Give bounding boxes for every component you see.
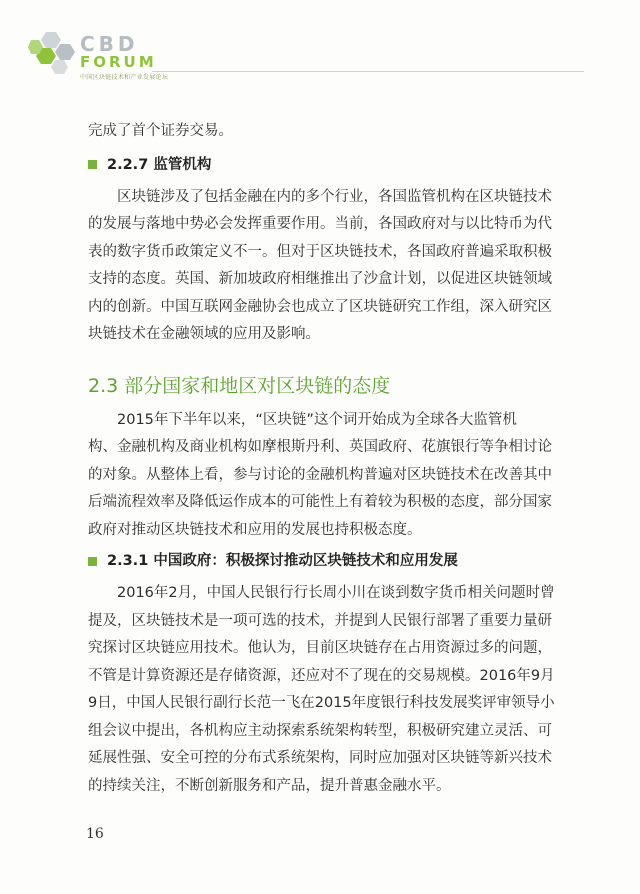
logo-wordmark	[80, 34, 168, 81]
green-square-bullet-icon	[88, 557, 97, 566]
section-heading-2-3-1	[88, 550, 588, 572]
section-heading-text: 2.3.1 中国政府：积极探讨推动区块链技术和应用发展	[107, 553, 458, 569]
paragraph-line: 区块链涉及了包括金融在内的多个行业，各国监管机构在区块链技术	[117, 188, 552, 205]
paragraph-line: 的持续关注，不断创新服务和产品，提升普惠金融水平。	[88, 777, 451, 794]
paragraph-line: 延展性强、安全可控的分布式系统架构，同时应加强对区块链等新兴技术	[88, 750, 552, 766]
paragraph-line: 政府对推动区块链技术和应用的发展也持积极态度。	[88, 521, 422, 538]
hexagon-logo-icon	[28, 30, 78, 76]
intro-line: 完成了首个证券交易。	[88, 123, 233, 139]
paragraph-line: 2015年下半年以来，“区块链”这个词开始成为全球各大监管机	[117, 411, 517, 428]
section-heading-text: 2.2.7 监管机构	[107, 156, 212, 173]
paragraph-line: 内的创新。中国互联网金融协会也成立了区块链研究工作组，深入研究区	[88, 298, 552, 315]
page-content	[88, 118, 588, 800]
paragraph-line: 的发展与落地中势必会发挥重要作用。当前，各国政府对与以比特币为代	[88, 216, 552, 232]
paragraph-line: 不管是计算资源还是存储资源，还应对不了现在的交易规模。2016年9月	[88, 667, 555, 684]
header-divider	[152, 71, 584, 72]
paragraph-2-3-1	[88, 580, 588, 800]
paragraph-line: 组会议中提出，各机构应主动探索系统架构转型，积极研究建立灵活、可	[88, 722, 552, 739]
logo-forum-text: FORUM	[80, 53, 157, 71]
paragraph-line: 块链技术在金融领域的应用及影响。	[88, 326, 320, 342]
paragraph-2-3	[88, 407, 588, 545]
section-heading-2-3: 2.3 部分国家和地区对区块链的态度	[88, 374, 391, 397]
paragraph-line: 构、金融机构及商业机构如摩根斯丹利、英国政府、花旗银行等争相讨论	[88, 439, 552, 455]
paragraph-line: 的对象。从整体上看，参与讨论的金融机构普遍对区块链技术在改善其中	[88, 466, 552, 483]
logo-cbd-text: CBD	[80, 32, 139, 56]
paragraph-line: 究探讨区块链应用技术。他认为，目前区块链存在占用资源过多的问题，	[88, 640, 552, 656]
logo-subtitle: 中国区块链技术和产业发展论坛	[80, 74, 169, 81]
paragraph-2-2-7	[88, 184, 588, 349]
page-header	[0, 0, 640, 90]
paragraph-line: 后端流程效率及降低运作成本的可能性上有着较为积极的态度，部分国家	[88, 494, 552, 510]
paragraph-line: 表的数字货币政策定义不一。但对于区块链技术，各国政府普遍采取积极	[88, 243, 552, 260]
section-heading-2-2-7	[88, 154, 588, 176]
paragraph-line: 2016年2月，中国人民银行行长周小川在谈到数字货币相关问题时曾	[117, 585, 555, 601]
paragraph-line: 9日，中国人民银行副行长范一飞在2015年度银行科技发展奖评审领导小	[88, 695, 555, 711]
green-square-bullet-icon	[88, 160, 97, 169]
paragraph-line: 提及，区块链技术是一项可选的技术，并提到人民银行部署了重要力量研	[88, 612, 552, 629]
paragraph-line: 支持的态度。英国、新加坡政府相继推出了沙盒计划，以促进区块链领域	[88, 271, 552, 287]
page-number: 16	[86, 826, 104, 842]
